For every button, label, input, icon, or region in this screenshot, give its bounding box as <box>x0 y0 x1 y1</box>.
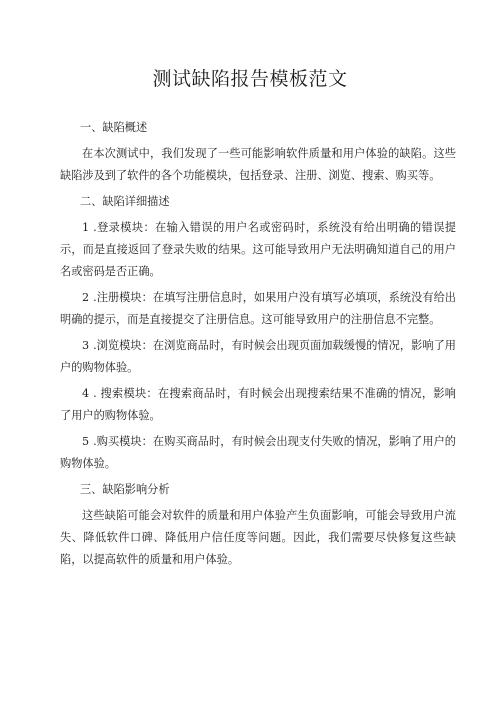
paragraph-search <box>60 383 456 427</box>
item-number: 1 <box>82 221 90 234</box>
section-heading-impact: 三、缺陷影响分析 <box>80 483 170 496</box>
item-text: .浏览模块：在浏览商品时，有时候会出现页面加载缓慢的情况，影响了用户的购物体验。 <box>60 339 456 374</box>
item-text: .注册模块：在填写注册信息时，如果用户没有填写必填项，系统没有给出明确的提示，而是直接提交了注册信息。这可能导致用户的注册信息不完整。 <box>60 291 456 326</box>
section-heading-details: 二、缺陷详细描述 <box>80 195 170 208</box>
document-title: 测试缺陷报告模板范文 <box>152 68 348 90</box>
section-heading-overview: 一、缺陷概述 <box>80 121 148 134</box>
paragraph-login <box>60 217 456 283</box>
paragraph-register <box>60 287 456 331</box>
item-number: 4 <box>82 387 90 400</box>
paragraph-impact: 这些缺陷可能会对软件的质量和用户体验产生负面影响，可能会导致用户流失、降低软件口碑、降低用户信任度等问题。因此，我们需要尽快修复这些缺陷，以提高软件的质量和用户体验。 <box>60 509 456 566</box>
paragraph-purchase <box>60 431 456 475</box>
paragraph-overview: 在本次测试中，我们发现了一些可能影响软件质量和用户体验的缺陷。这些缺陷涉及到了软件的各个功能模块，包括登录、注册、浏览、搜索、购买等。 <box>60 147 456 182</box>
item-text: .购买模块：在购买商品时，有时候会出现支付失败的情况，影响了用户的购物体验。 <box>60 435 456 470</box>
item-number: 3 <box>82 339 90 352</box>
document-body <box>60 117 456 575</box>
item-text: .登录模块：在输入错误的用户名或密码时，系统没有给出明确的错误提示，而是直接返回了登录失败的结果。这可能导致用户无法明确知道自己的用户名或密码是否正确。 <box>60 221 456 278</box>
item-number: 5 <box>82 435 90 448</box>
item-number: 2 <box>82 291 90 304</box>
item-text: . 搜索模块：在搜索商品时，有时候会出现搜索结果不准确的情况，影响了用户的购物体验。 <box>60 387 456 422</box>
paragraph-browse <box>60 335 456 379</box>
